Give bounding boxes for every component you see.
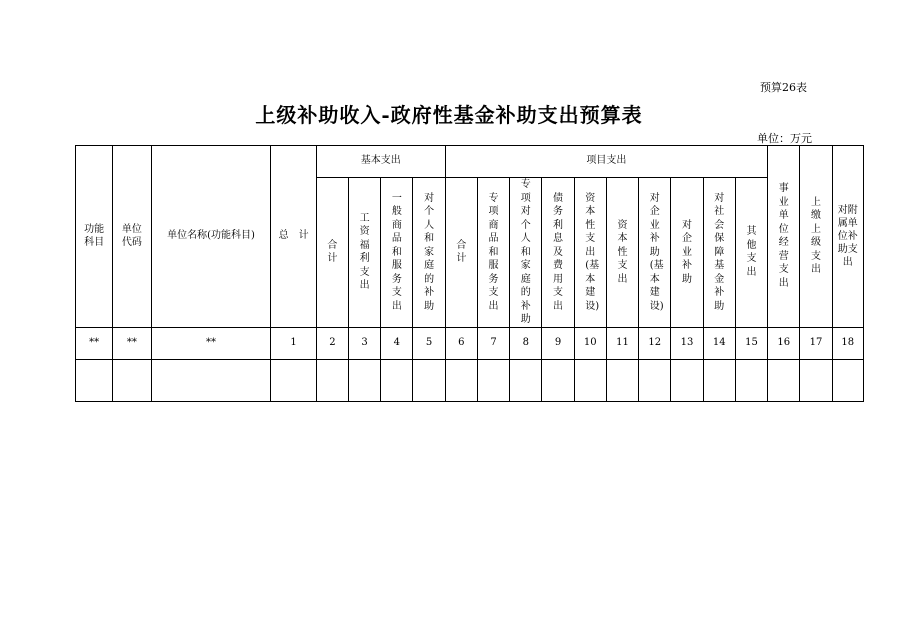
data-cell: [606, 359, 638, 401]
data-cell: [574, 359, 606, 401]
marker-cell: 17: [800, 327, 832, 359]
header-unit-name: 单位名称(功能科目): [151, 146, 271, 328]
marker-cell: 5: [413, 327, 445, 359]
header-project-goods-services: 专项商品和服务支出: [477, 178, 509, 328]
data-cell: [271, 359, 316, 401]
data-cell: [477, 359, 509, 401]
marker-cell: 6: [445, 327, 477, 359]
header-total: 总 计: [271, 146, 316, 328]
marker-cell: 1: [271, 327, 316, 359]
header-basic-total: 合计: [316, 178, 348, 328]
header-upper-pay: 上缴上级支出: [800, 146, 832, 328]
marker-cell: **: [151, 327, 271, 359]
header-project-group: 项目支出: [445, 146, 767, 178]
unit-label: 单位：万元: [757, 132, 812, 145]
marker-cell: 12: [639, 327, 671, 359]
header-project-other: 其他支出: [735, 178, 767, 328]
data-cell: [800, 359, 832, 401]
marker-cell: 13: [671, 327, 703, 359]
data-cell: [768, 359, 800, 401]
header-project-debt-interest: 债务利息及费用支出: [542, 178, 574, 328]
data-cell: [151, 359, 271, 401]
data-cell: [316, 359, 348, 401]
data-cell: [671, 359, 703, 401]
data-cell: [735, 359, 767, 401]
header-project-enterprise-construction: 对企业补助(基本建设): [639, 178, 671, 328]
data-cell: [445, 359, 477, 401]
table-row-empty: [76, 359, 864, 401]
marker-cell: **: [113, 327, 151, 359]
data-cell: [542, 359, 574, 401]
data-cell: [413, 359, 445, 401]
header-project-capital: 资本性支出: [606, 178, 638, 328]
page-title: 上级补助收入-政府性基金补助支出预算表: [255, 103, 643, 127]
header-func-subject: 功能科目: [76, 146, 113, 328]
header-project-enterprise: 对企业补助: [671, 178, 703, 328]
data-cell: [113, 359, 151, 401]
header-project-social-security: 对社会保障基金补助: [703, 178, 735, 328]
data-cell: [639, 359, 671, 401]
data-cell: [349, 359, 381, 401]
data-cell: [832, 359, 863, 401]
budget-table: [75, 145, 864, 402]
header-basic-group: 基本支出: [316, 146, 445, 178]
header-project-total: 合计: [445, 178, 477, 328]
data-cell: [510, 359, 542, 401]
marker-cell: 3: [349, 327, 381, 359]
marker-cell: 10: [574, 327, 606, 359]
data-cell: [703, 359, 735, 401]
marker-cell: 4: [381, 327, 413, 359]
marker-cell: 11: [606, 327, 638, 359]
header-project-capital-construction: 资本性支出(基本建设): [574, 178, 606, 328]
data-cell: [76, 359, 113, 401]
marker-cell: 15: [735, 327, 767, 359]
header-project-personal-subsidy: 专项对个人和家庭的补助: [510, 178, 542, 328]
header-basic-salary: 工资福利支出: [349, 178, 381, 328]
marker-cell: 16: [768, 327, 800, 359]
header-basic-goods-services: 一般商品和服务支出: [381, 178, 413, 328]
table-number: 预算26表: [760, 81, 807, 94]
table-row-markers: [76, 327, 864, 359]
data-cell: [381, 359, 413, 401]
marker-cell: 18: [832, 327, 863, 359]
header-basic-personal-subsidy: 对个人和家庭的补助: [413, 178, 445, 328]
marker-cell: 7: [477, 327, 509, 359]
marker-cell: 2: [316, 327, 348, 359]
marker-cell: **: [76, 327, 113, 359]
marker-cell: 14: [703, 327, 735, 359]
header-affiliated: 对附属单位补助支出: [832, 146, 863, 328]
marker-cell: 9: [542, 327, 574, 359]
marker-cell: 8: [510, 327, 542, 359]
header-unit-code: 单位代码: [113, 146, 151, 328]
header-business-unit: 事业单位经营支出: [768, 146, 800, 328]
